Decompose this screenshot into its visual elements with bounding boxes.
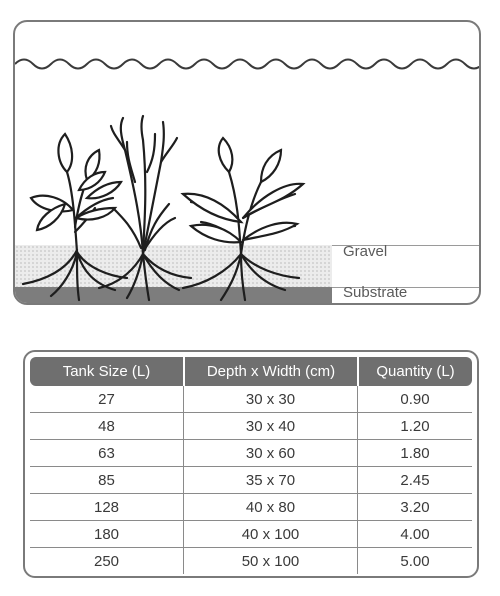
plant-2 (99, 116, 191, 300)
cell-tank-size: 250 (93, 552, 120, 570)
cell-depth-width: 35 x 70 (183, 467, 357, 494)
cell-depth-width: 40 x 100 (183, 521, 357, 548)
cell-tank-size: 128 (30, 494, 183, 521)
cell-depth-width: 50 x 100 (183, 548, 357, 574)
cell-quantity: 1.20 (357, 413, 472, 440)
water-surface-waves (15, 60, 481, 69)
plants-illustration (15, 22, 481, 305)
table-row (30, 494, 472, 521)
quantity-table (30, 357, 472, 574)
table-row (30, 413, 472, 440)
cell-quantity: 3.20 (357, 494, 472, 521)
aquarium-diagram (13, 20, 481, 305)
cell-tank-size: 180 (30, 521, 183, 548)
table-row (30, 386, 472, 413)
substrate-label: Substrate (343, 284, 408, 301)
header-quantity: Quantity (L) (357, 357, 472, 386)
cell-depth-width: 30 x 40 (183, 413, 357, 440)
header-depth-width: Depth x Width (cm) (183, 357, 357, 386)
cell-quantity: 1.80 (357, 440, 472, 467)
cell-depth-width: 30 x 60 (183, 440, 357, 467)
plant-1 (23, 134, 127, 300)
table-row (30, 521, 472, 548)
cell-depth-width: 30 x 30 (183, 386, 357, 413)
cell-quantity: 0.90 (357, 386, 472, 413)
cell-tank-size: 63 (30, 440, 183, 467)
header-tank-size: Tank Size (L) (30, 357, 183, 386)
cell-quantity: 5.00 (357, 548, 472, 574)
cell-depth-width: 40 x 80 (183, 494, 357, 521)
cell-quantity: 4.00 (357, 521, 472, 548)
cell-tank-size: 48 (30, 413, 183, 440)
cell-quantity: 2.45 (357, 467, 472, 494)
table-row (30, 467, 472, 494)
quantity-table-panel (23, 350, 479, 578)
cell-tank-size: 85 (30, 467, 183, 494)
table-row (30, 440, 472, 467)
cell-tank-size: 27 (30, 386, 183, 413)
table-row (30, 548, 472, 574)
gravel-label: Gravel (343, 243, 388, 260)
table-header-row (30, 357, 472, 386)
plant-3 (183, 138, 303, 300)
